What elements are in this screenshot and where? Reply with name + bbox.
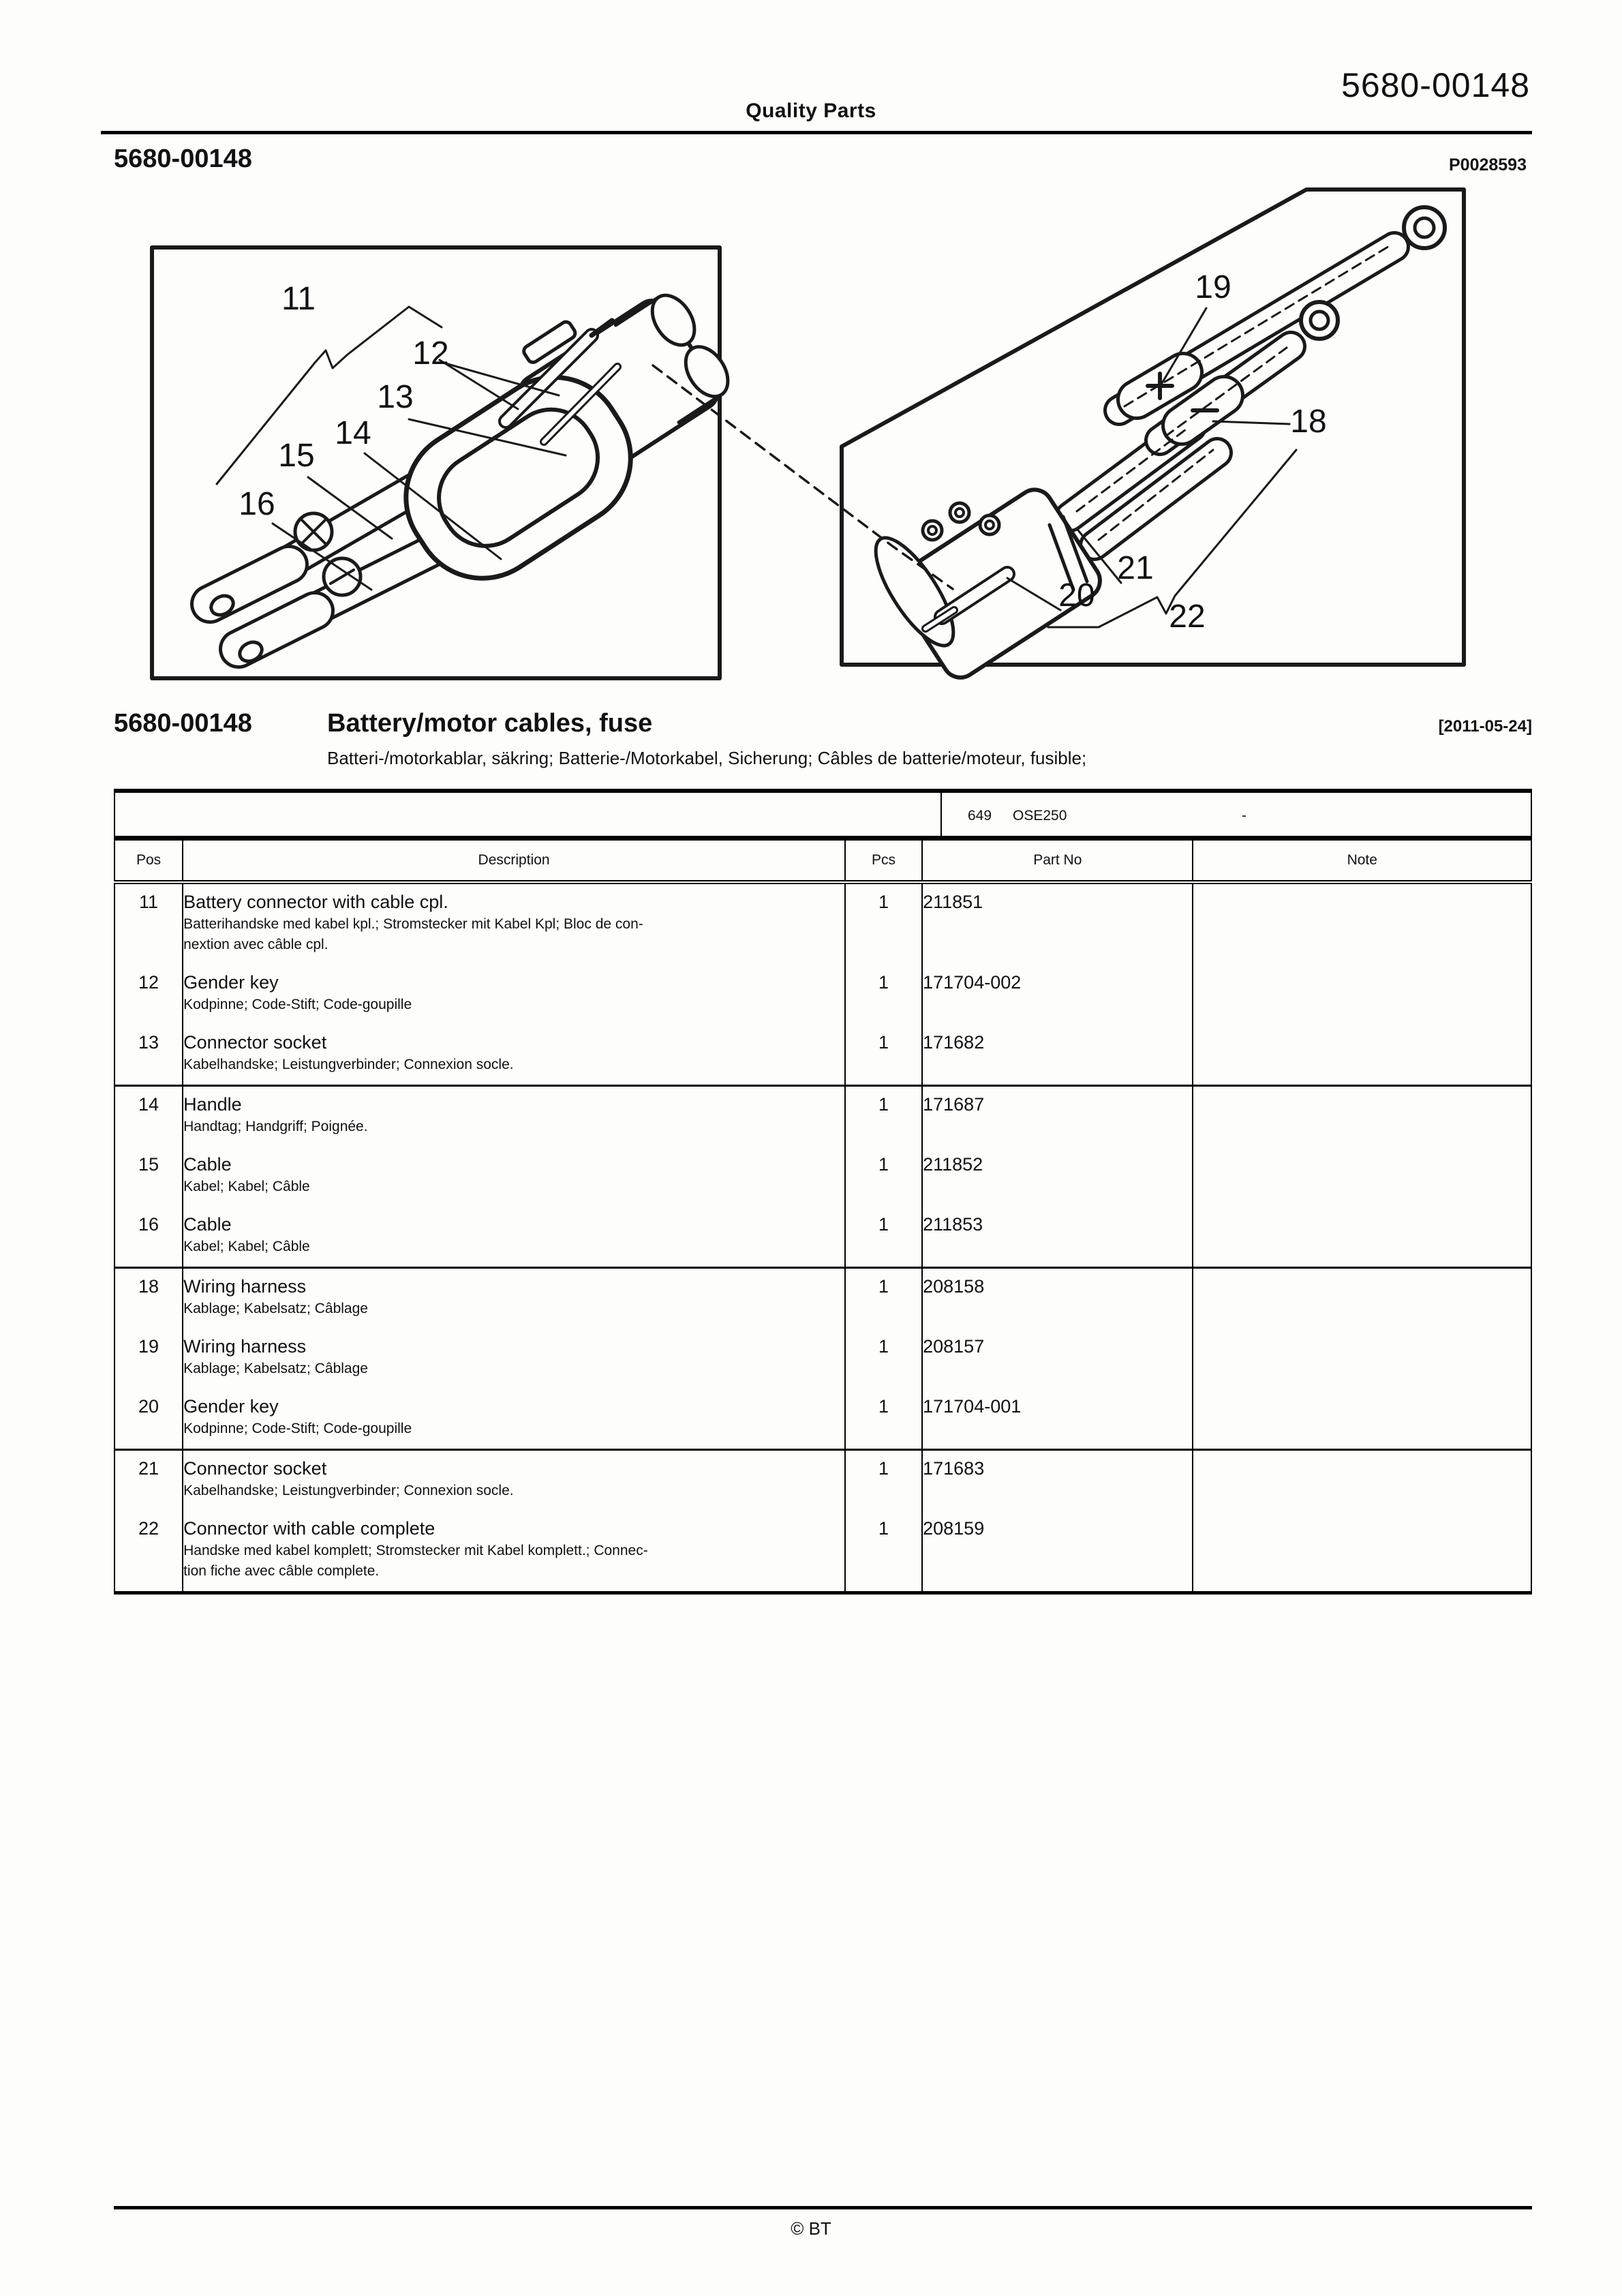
table-row: [114, 1207, 1531, 1268]
table-header-row: [114, 840, 1531, 882]
row-pos: 14: [114, 1086, 183, 1147]
row-part-no: 211851: [922, 882, 1193, 965]
table-row: [114, 1450, 1531, 1511]
row-description: Gender key: [183, 1396, 279, 1417]
row-note: [1193, 1147, 1531, 1207]
row-description-cell: [183, 1268, 845, 1329]
col-header-pcs: Pcs: [845, 840, 922, 882]
row-description-sub: Batterihandske med kabel kpl.; Stromstecker mit Kabel Kpl; Bloc de con- nextion avec câble cpl.: [183, 916, 643, 952]
row-description-cell: [183, 1147, 845, 1207]
row-description-sub: Kablage; Kabelsatz; Câblage: [183, 1301, 368, 1316]
parts-table: [114, 839, 1532, 1595]
diagram-label-11: 11: [281, 281, 316, 317]
row-description-cell: [183, 1450, 845, 1511]
row-description: Gender key: [183, 972, 279, 993]
table-row: [114, 1329, 1531, 1389]
row-description: Wiring harness: [183, 1276, 307, 1297]
row-pcs: 1: [845, 1511, 922, 1593]
row-description: Wiring harness: [183, 1336, 307, 1357]
plate-number: P0028593: [1448, 155, 1527, 175]
variant-band-cell: [942, 793, 1531, 836]
table-row: [114, 965, 1531, 1025]
row-pos: 12: [114, 965, 183, 1025]
row-pcs: 1: [845, 1207, 922, 1268]
variant-band-empty-cell: [115, 793, 942, 836]
row-pos: 15: [114, 1147, 183, 1207]
variant-model: OSE250: [1013, 808, 1067, 824]
row-part-no: 171682: [922, 1025, 1193, 1086]
row-description: Connector with cable complete: [183, 1518, 435, 1539]
row-description-sub: Kabelhandske; Leistungverbinder; Connexion socle.: [183, 1057, 514, 1072]
row-note: [1193, 1025, 1531, 1086]
row-pos: 20: [114, 1389, 183, 1450]
row-pcs: 1: [845, 1268, 922, 1329]
row-description-cell: [183, 1389, 845, 1450]
row-description-sub: Kabelhandske; Leistungverbinder; Connexion socle.: [183, 1483, 514, 1498]
diagram-label-18: 18: [1290, 404, 1327, 440]
diagram-label-14: 14: [335, 415, 371, 451]
row-pcs: 1: [845, 1329, 922, 1389]
row-note: [1193, 1207, 1531, 1268]
parts-table-section: [114, 789, 1532, 1595]
table-row: [114, 882, 1531, 965]
table-row: [114, 1268, 1531, 1329]
diagram-label-16: 16: [239, 486, 275, 522]
row-pos: 16: [114, 1207, 183, 1268]
diagram-label-15: 15: [278, 438, 315, 474]
row-description-sub: Kablage; Kabelsatz; Câblage: [183, 1361, 368, 1376]
variant-serial-range: -: [1242, 808, 1246, 824]
diagram-label-20: 20: [1058, 577, 1095, 614]
row-part-no: 211853: [922, 1207, 1193, 1268]
row-pcs: 1: [845, 1147, 922, 1207]
row-pos: 21: [114, 1450, 183, 1511]
row-pos: 13: [114, 1025, 183, 1086]
row-description-cell: [183, 1207, 845, 1268]
table-row: [114, 1147, 1531, 1207]
row-description: Battery connector with cable cpl.: [183, 892, 448, 912]
col-header-description: Description: [183, 840, 845, 882]
table-row: [114, 1511, 1531, 1593]
parts-diagram: [0, 157, 1622, 702]
doc-number-top-right: 5680-00148: [1341, 66, 1530, 104]
title-subtitle: Batteri-/motorkablar, säkring; Batterie-/Motorkabel, Sicherung; Câbles de batterie/moteur, fusible;: [327, 748, 1087, 768]
col-header-pos: Pos: [114, 840, 183, 882]
row-note: [1193, 1450, 1531, 1511]
row-description-sub: Kodpinne; Code-Stift; Code-goupille: [183, 1421, 412, 1436]
row-part-no: 208158: [922, 1268, 1193, 1329]
row-description-cell: [183, 1511, 845, 1593]
table-row: [114, 1086, 1531, 1147]
row-note: [1193, 1329, 1531, 1389]
row-description-sub: Handtag; Handgriff; Poignée.: [183, 1119, 368, 1134]
page-title: Battery/motor cables, fuse: [327, 709, 653, 738]
row-note: [1193, 965, 1531, 1025]
diagram-label-22: 22: [1169, 599, 1206, 635]
row-pcs: 1: [845, 1025, 922, 1086]
diagram-label-21: 21: [1117, 550, 1154, 586]
footer-copyright: © BT: [791, 2218, 831, 2239]
row-pos: 22: [114, 1511, 183, 1593]
table-row: [114, 1025, 1531, 1086]
row-description-cell: [183, 882, 845, 965]
row-part-no: 171704-001: [922, 1389, 1193, 1450]
row-pos: 18: [114, 1268, 183, 1329]
revision-date: [2011-05-24]: [1438, 717, 1532, 736]
footer-rule: [114, 2206, 1532, 2209]
col-header-note: Note: [1193, 840, 1531, 882]
row-note: [1193, 1511, 1531, 1593]
row-description: Connector socket: [183, 1458, 327, 1479]
row-pos: 11: [114, 882, 183, 965]
page-header-title: Quality Parts: [746, 100, 876, 122]
doc-number-left: 5680-00148: [114, 145, 252, 173]
row-part-no: 171683: [922, 1450, 1193, 1511]
col-header-part-no: Part No: [922, 840, 1193, 882]
row-description-sub: Kodpinne; Code-Stift; Code-goupille: [183, 997, 412, 1012]
diagram-label-12: 12: [412, 335, 449, 372]
diagram-label-19: 19: [1195, 269, 1231, 305]
row-description-cell: [183, 1025, 845, 1086]
row-description-sub: Handske med kabel komplett; Stromstecker mit Kabel komplett.; Connec- tion fiche avec câble complete.: [183, 1543, 648, 1579]
row-pcs: 1: [845, 1086, 922, 1147]
row-part-no: 208157: [922, 1329, 1193, 1389]
row-description: Handle: [183, 1094, 242, 1115]
row-note: [1193, 1389, 1531, 1450]
header-rule: [101, 131, 1532, 134]
row-note: [1193, 1268, 1531, 1329]
variant-header-band: [114, 789, 1532, 839]
row-note: [1193, 882, 1531, 965]
row-description: Cable: [183, 1214, 232, 1235]
row-pcs: 1: [845, 965, 922, 1025]
row-description: Cable: [183, 1154, 232, 1175]
row-description-sub: Kabel; Kabel; Câble: [183, 1179, 310, 1194]
row-pos: 19: [114, 1329, 183, 1389]
row-description-cell: [183, 965, 845, 1025]
diagram-label-13: 13: [377, 379, 414, 415]
row-part-no: 171687: [922, 1086, 1193, 1147]
title-block: [114, 709, 1532, 769]
row-description: Connector socket: [183, 1032, 327, 1053]
row-part-no: 171704-002: [922, 965, 1193, 1025]
row-note: [1193, 1086, 1531, 1147]
table-row: [114, 1389, 1531, 1450]
row-description-cell: [183, 1086, 845, 1147]
title-code: 5680-00148: [114, 709, 252, 738]
row-part-no: 211852: [922, 1147, 1193, 1207]
row-pcs: 1: [845, 1450, 922, 1511]
row-description-sub: Kabel; Kabel; Câble: [183, 1239, 310, 1254]
row-part-no: 208159: [922, 1511, 1193, 1593]
row-pcs: 1: [845, 1389, 922, 1450]
variant-code: 649: [968, 808, 992, 824]
row-description-cell: [183, 1329, 845, 1389]
row-pcs: 1: [845, 882, 922, 965]
